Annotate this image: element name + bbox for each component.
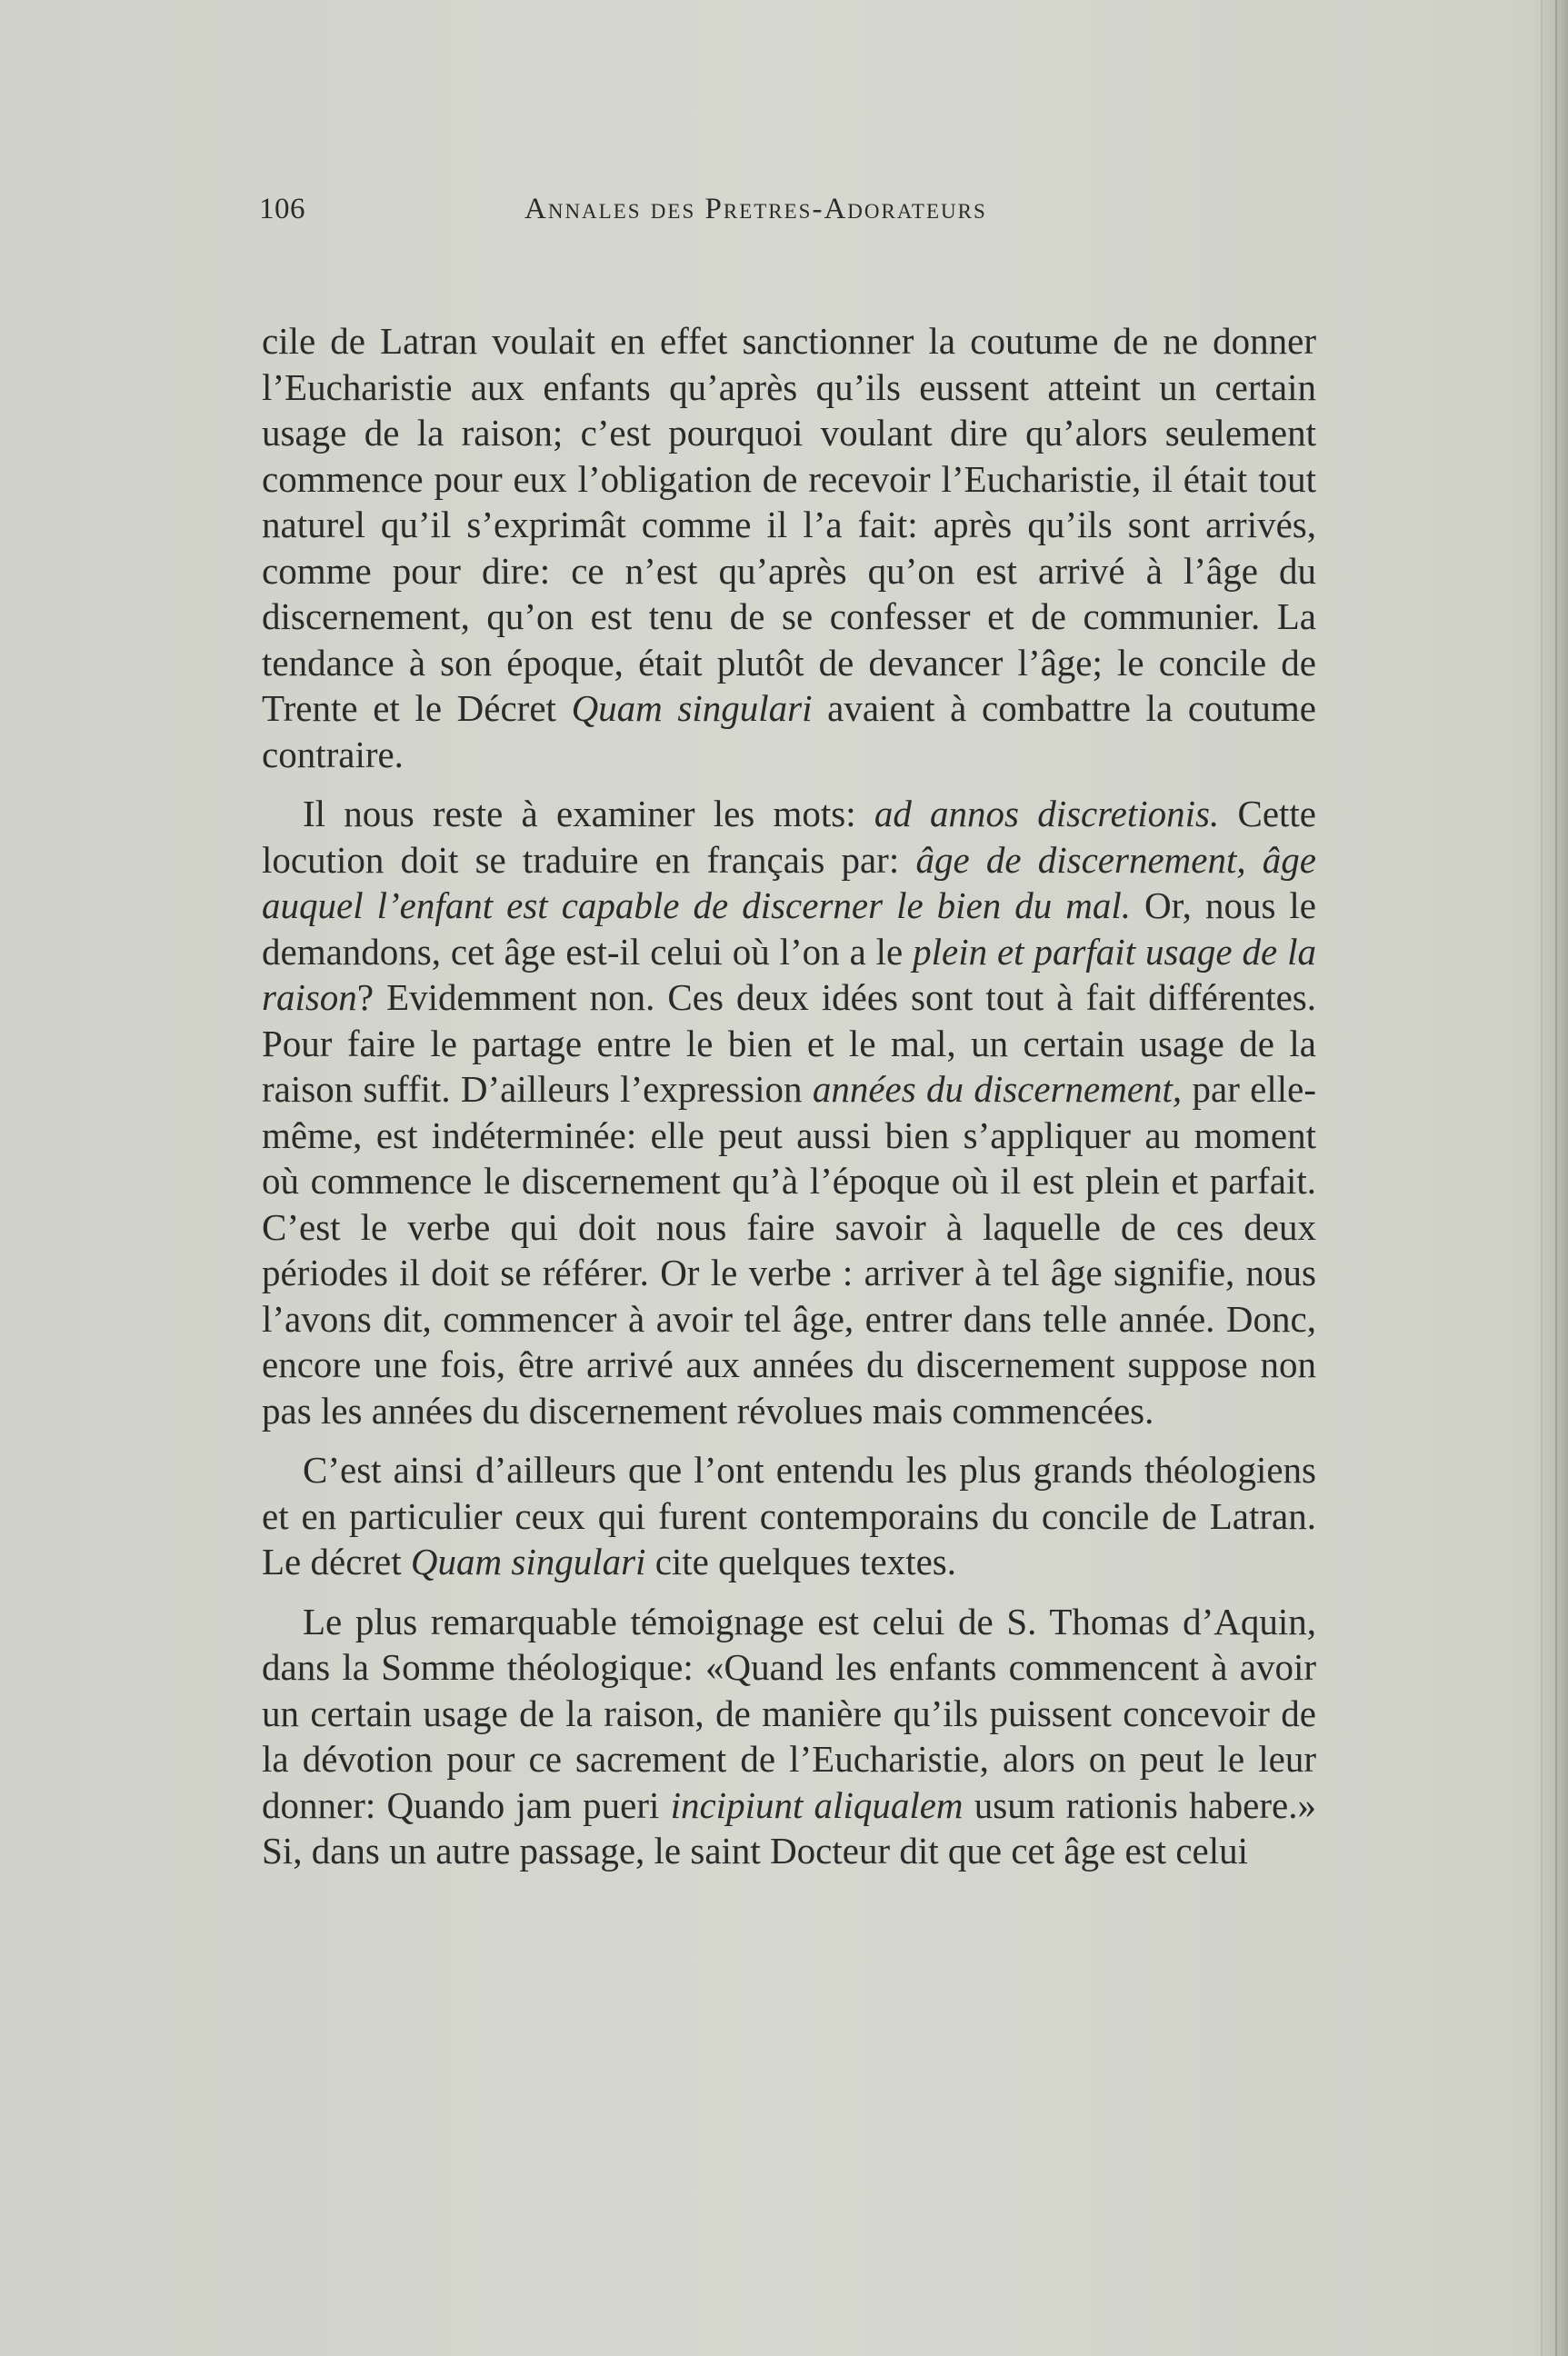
italic-text-segment: Quam singulari (410, 1541, 646, 1582)
binding-shadow (1555, 0, 1557, 2356)
text-segment: usum rationis habere.» Si, dans un autre passage, le saint Docteur dit que cet âge est celui (262, 1783, 1316, 1872)
text-segment: ? Evidemment non. Ces deux idées sont tout à fait différentes. Pour faire le partage entre le bien et le mal, un certain usage de la raison suffit. D’ailleurs l’expression (262, 976, 1316, 1110)
text-segment: Cette locution doit se traduire en français par: (262, 793, 1317, 881)
italic-text-segment: plein et parfait usage de la raison (262, 930, 1316, 1018)
body-text (262, 318, 1316, 1874)
page-number: 106 (259, 193, 305, 225)
text-segment: Or, nous le demandons, cet âge est-il celui où l’on a le (262, 884, 1317, 973)
text-segment: cile de Latran voulait en effet sanctionner la coutume de ne donner l’Eucharistie aux enfants qu’après qu’ils eussent atteint un certain usage de la raison; c’est pourquoi voulant dire qu’alors seulement commence pour eux l’obligation de recevoir l’Eucharistie, il était tout naturel qu’il s’exprimât comme il l’a fait: après qu’ils sont arrivés, comme pour dire: ce n’est qu’après qu’on est arrivé à l’âge du discernement, qu’on est tenu de se confesser et de communier. La tendance à son époque, était plutôt de devancer l’âge; le concile de Trente et le Décret (262, 320, 1316, 729)
italic-text-segment: Quam singulari (571, 687, 813, 729)
paragraph (262, 1447, 1316, 1585)
italic-text-segment: âge de discernement, âge auquel l’enfant est capable de discerner le bien du mal. (262, 838, 1316, 926)
italic-text-segment: incipiunt aliqualem (670, 1783, 964, 1826)
italic-text-segment: ad annos discretionis. (874, 793, 1220, 834)
italic-text-segment: années du discernement, (812, 1068, 1183, 1110)
text-segment: avaient à combattre la coutume contraire. (262, 687, 1317, 775)
paragraph (262, 318, 1316, 777)
paragraph (262, 1599, 1316, 1874)
text-segment: par elle-même, est indéterminée: elle peut aussi bien s’appliquer au moment où commence le discernement qu’à l’époque où il est plein et parfait. C’est le verbe qui doit nous faire savoir à laquelle de ces deux périodes il doit se référer. Or le verbe : arriver à tel âge signifie, nous l’avons dit, commencer à avoir tel âge, entrer dans telle année. Donc, encore une fois, être arrivé aux années du discernement suppose non pas les années du discernement révolues mais commencées. (262, 1068, 1316, 1432)
text-segment: Il nous reste à examiner les mots: (303, 793, 874, 834)
text-segment: Le plus remarquable témoignage est celui de S. Thomas d’Aquin, dans la Somme théologique: «Quand les enfants commencent à avoir un certain usage de la raison, de manière qu’ils puissent concevoir de la dévotion pour ce sacrement de l’Eucharistie, alors on peut le leur donner: Quando jam pueri (262, 1600, 1316, 1826)
page-edge (1541, 0, 1568, 2356)
page-header (259, 193, 1313, 229)
paragraph (262, 791, 1316, 1433)
running-title: Annales des Pretres-Adorateurs (524, 193, 987, 225)
text-segment: cite quelques textes. (645, 1541, 957, 1582)
text-segment: C’est ainsi d’ailleurs que l’ont entendu les plus grands théologiens et en particulier ceux qui furent contemporains du concile de Latran. Le décret (262, 1449, 1316, 1582)
